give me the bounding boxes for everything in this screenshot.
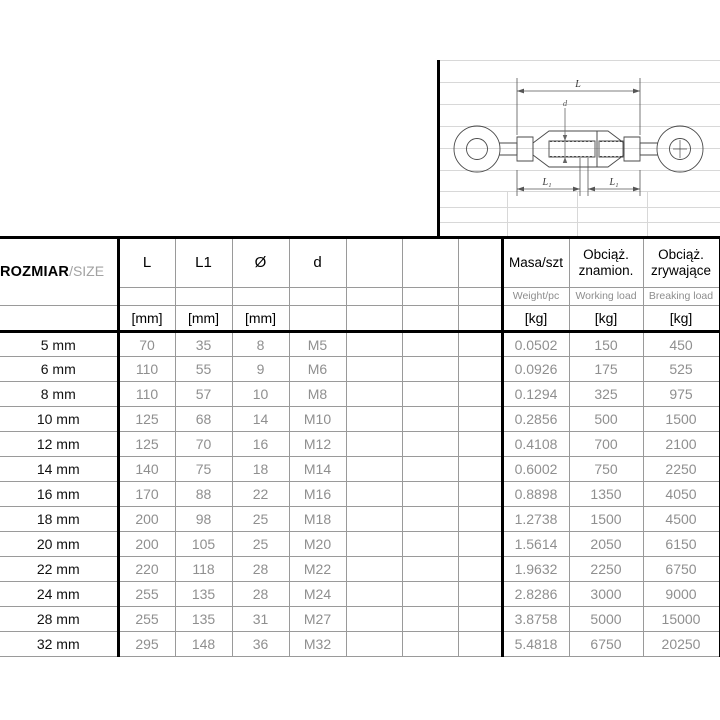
cell-diameter: 25	[232, 507, 289, 532]
subheader-L	[118, 288, 175, 306]
table-row	[0, 457, 720, 482]
cell-empty-2	[402, 532, 458, 557]
cell-length: 140	[118, 457, 175, 482]
cell-thread: M8	[289, 382, 346, 407]
cell-length: 110	[118, 357, 175, 382]
cell-length: 70	[118, 332, 175, 357]
cell-working-load: 1500	[569, 507, 643, 532]
cell-thread: M14	[289, 457, 346, 482]
unit-L1: [mm]	[175, 306, 232, 332]
cell-diameter: 36	[232, 632, 289, 657]
cell-thread: M20	[289, 532, 346, 557]
table-row	[0, 607, 720, 632]
unit-L: [mm]	[118, 306, 175, 332]
table-row	[0, 407, 720, 432]
cell-thread: M27	[289, 607, 346, 632]
cell-size: 12 mm	[0, 432, 118, 457]
cell-thread: M16	[289, 482, 346, 507]
cell-mass: 1.9632	[502, 557, 569, 582]
table-row	[0, 632, 720, 657]
cell-length-1: 88	[175, 482, 232, 507]
dimension-label-L1-left: L₁	[542, 177, 552, 188]
subheader-empty-3	[458, 288, 502, 306]
cell-diameter: 14	[232, 407, 289, 432]
unit-size	[0, 306, 118, 332]
cell-size: 10 mm	[0, 407, 118, 432]
unit-working-load: [kg]	[569, 306, 643, 332]
cell-empty-3	[458, 332, 502, 357]
cell-empty-2	[402, 482, 458, 507]
cell-breaking-load: 4500	[643, 507, 720, 532]
header-col-empty-1	[346, 238, 402, 288]
cell-working-load: 700	[569, 432, 643, 457]
cell-empty-2	[402, 582, 458, 607]
cell-empty-3	[458, 607, 502, 632]
cell-breaking-load: 6150	[643, 532, 720, 557]
cell-breaking-load: 2250	[643, 457, 720, 482]
cell-size: 16 mm	[0, 482, 118, 507]
header-col-working-load: Obciąż. znamion.	[569, 238, 643, 288]
cell-length: 255	[118, 582, 175, 607]
cell-breaking-load: 450	[643, 332, 720, 357]
cell-empty-1	[346, 507, 402, 532]
cell-empty-3	[458, 582, 502, 607]
cell-empty-3	[458, 557, 502, 582]
cell-empty-1	[346, 432, 402, 457]
cell-size: 8 mm	[0, 382, 118, 407]
cell-working-load: 1350	[569, 482, 643, 507]
cell-diameter: 25	[232, 532, 289, 557]
cell-breaking-load: 9000	[643, 582, 720, 607]
cell-mass: 0.0926	[502, 357, 569, 382]
turnbuckle-dimension-drawing	[437, 58, 720, 240]
cell-thread: M24	[289, 582, 346, 607]
cell-empty-2	[402, 432, 458, 457]
cell-breaking-load: 2100	[643, 432, 720, 457]
table-body	[0, 332, 720, 657]
header-col-L1: L1	[175, 238, 232, 288]
cell-mass: 0.8898	[502, 482, 569, 507]
cell-empty-3	[458, 357, 502, 382]
cell-size: 20 mm	[0, 532, 118, 557]
cell-working-load: 500	[569, 407, 643, 432]
header-col-diameter: Ø	[232, 238, 289, 288]
cell-empty-1	[346, 457, 402, 482]
header-size-sep: /	[69, 263, 73, 279]
cell-empty-2	[402, 507, 458, 532]
header-size-en: SIZE	[72, 263, 105, 279]
subheader-diameter	[232, 288, 289, 306]
cell-empty-2	[402, 457, 458, 482]
cell-empty-1	[346, 632, 402, 657]
table-row	[0, 582, 720, 607]
cell-empty-1	[346, 482, 402, 507]
cell-length-1: 75	[175, 457, 232, 482]
cell-length: 125	[118, 407, 175, 432]
cell-breaking-load: 975	[643, 382, 720, 407]
cell-thread: M22	[289, 557, 346, 582]
cell-empty-1	[346, 332, 402, 357]
cell-diameter: 10	[232, 382, 289, 407]
dimension-label-d: d	[562, 98, 568, 108]
cell-working-load: 3000	[569, 582, 643, 607]
cell-mass: 1.5614	[502, 532, 569, 557]
subheader-breaking-load-en: Breaking load	[643, 288, 720, 306]
cell-mass: 0.4108	[502, 432, 569, 457]
cell-mass: 0.1294	[502, 382, 569, 407]
cell-empty-1	[346, 532, 402, 557]
cell-mass: 1.2738	[502, 507, 569, 532]
cell-length-1: 70	[175, 432, 232, 457]
header-row-units	[0, 306, 720, 332]
cell-working-load: 2050	[569, 532, 643, 557]
subheader-L1	[175, 288, 232, 306]
header-size-pl: ROZMIAR	[0, 264, 70, 280]
cell-breaking-load: 4050	[643, 482, 720, 507]
cell-working-load: 750	[569, 457, 643, 482]
header-col-L: L	[118, 238, 175, 288]
subheader-d	[289, 288, 346, 306]
cell-mass: 0.2856	[502, 407, 569, 432]
cell-diameter: 8	[232, 332, 289, 357]
cell-empty-3	[458, 632, 502, 657]
table-row	[0, 382, 720, 407]
cell-length: 125	[118, 432, 175, 457]
cell-length-1: 148	[175, 632, 232, 657]
cell-empty-1	[346, 582, 402, 607]
specification-table	[0, 236, 720, 657]
cell-size: 6 mm	[0, 357, 118, 382]
cell-breaking-load: 20250	[643, 632, 720, 657]
cell-size: 32 mm	[0, 632, 118, 657]
cell-empty-3	[458, 507, 502, 532]
cell-working-load: 150	[569, 332, 643, 357]
cell-diameter: 31	[232, 607, 289, 632]
cell-diameter: 28	[232, 557, 289, 582]
cell-empty-3	[458, 482, 502, 507]
unit-diameter: [mm]	[232, 306, 289, 332]
cell-diameter: 16	[232, 432, 289, 457]
cell-size: 22 mm	[0, 557, 118, 582]
table-row	[0, 357, 720, 382]
table-row	[0, 332, 720, 357]
header-size	[0, 238, 118, 306]
cell-empty-2	[402, 632, 458, 657]
cell-length-1: 57	[175, 382, 232, 407]
cell-length-1: 118	[175, 557, 232, 582]
unit-empty-1	[346, 306, 402, 332]
cell-thread: M18	[289, 507, 346, 532]
cell-empty-3	[458, 457, 502, 482]
unit-mass: [kg]	[502, 306, 569, 332]
cell-empty-3	[458, 532, 502, 557]
cell-length: 220	[118, 557, 175, 582]
header-row-titles	[0, 238, 720, 288]
unit-empty-3	[458, 306, 502, 332]
cell-empty-1	[346, 357, 402, 382]
cell-empty-2	[402, 382, 458, 407]
subheader-working-load-en: Working load	[569, 288, 643, 306]
subheader-mass-en: Weight/pc	[502, 288, 569, 306]
cell-length: 200	[118, 507, 175, 532]
cell-breaking-load: 525	[643, 357, 720, 382]
header-col-d: d	[289, 238, 346, 288]
cell-length: 110	[118, 382, 175, 407]
cell-working-load: 5000	[569, 607, 643, 632]
cell-empty-2	[402, 332, 458, 357]
cell-length: 295	[118, 632, 175, 657]
cell-empty-2	[402, 407, 458, 432]
table-row	[0, 432, 720, 457]
cell-length-1: 135	[175, 607, 232, 632]
cell-size: 24 mm	[0, 582, 118, 607]
unit-d	[289, 306, 346, 332]
cell-mass: 3.8758	[502, 607, 569, 632]
cell-length-1: 135	[175, 582, 232, 607]
cell-thread: M5	[289, 332, 346, 357]
cell-size: 28 mm	[0, 607, 118, 632]
unit-breaking-load: [kg]	[643, 306, 720, 332]
cell-length-1: 35	[175, 332, 232, 357]
cell-empty-3	[458, 407, 502, 432]
cell-empty-3	[458, 432, 502, 457]
cell-empty-1	[346, 407, 402, 432]
cell-thread: M6	[289, 357, 346, 382]
table-row	[0, 482, 720, 507]
table-row	[0, 557, 720, 582]
table-row	[0, 532, 720, 557]
cell-breaking-load: 1500	[643, 407, 720, 432]
cell-length-1: 55	[175, 357, 232, 382]
cell-working-load: 2250	[569, 557, 643, 582]
cell-thread: M10	[289, 407, 346, 432]
cell-size: 18 mm	[0, 507, 118, 532]
cell-breaking-load: 6750	[643, 557, 720, 582]
table-row	[0, 507, 720, 532]
cell-mass: 5.4818	[502, 632, 569, 657]
cell-empty-2	[402, 357, 458, 382]
cell-length-1: 68	[175, 407, 232, 432]
cell-working-load: 6750	[569, 632, 643, 657]
cell-empty-3	[458, 382, 502, 407]
dimension-label-L: L	[575, 79, 581, 90]
cell-mass: 2.8286	[502, 582, 569, 607]
cell-working-load: 325	[569, 382, 643, 407]
cell-mass: 0.6002	[502, 457, 569, 482]
header-col-mass: Masa/szt	[502, 238, 569, 288]
table-header	[0, 238, 720, 332]
header-col-empty-2	[402, 238, 458, 288]
cell-empty-2	[402, 557, 458, 582]
header-col-breaking-load: Obciąż. zrywające	[643, 238, 720, 288]
cell-diameter: 18	[232, 457, 289, 482]
cell-diameter: 9	[232, 357, 289, 382]
cell-length: 200	[118, 532, 175, 557]
cell-breaking-load: 15000	[643, 607, 720, 632]
cell-length-1: 105	[175, 532, 232, 557]
cell-size: 5 mm	[0, 332, 118, 357]
cell-empty-1	[346, 382, 402, 407]
cell-thread: M12	[289, 432, 346, 457]
cell-empty-1	[346, 557, 402, 582]
subheader-empty-1	[346, 288, 402, 306]
unit-empty-2	[402, 306, 458, 332]
cell-length-1: 98	[175, 507, 232, 532]
header-col-empty-3	[458, 238, 502, 288]
cell-empty-1	[346, 607, 402, 632]
cell-size: 14 mm	[0, 457, 118, 482]
cell-length: 255	[118, 607, 175, 632]
dimension-label-L1-right: L₁	[609, 177, 619, 188]
cell-empty-2	[402, 607, 458, 632]
subheader-empty-2	[402, 288, 458, 306]
cell-working-load: 175	[569, 357, 643, 382]
cell-mass: 0.0502	[502, 332, 569, 357]
cell-thread: M32	[289, 632, 346, 657]
cell-diameter: 22	[232, 482, 289, 507]
cell-length: 170	[118, 482, 175, 507]
cell-diameter: 28	[232, 582, 289, 607]
